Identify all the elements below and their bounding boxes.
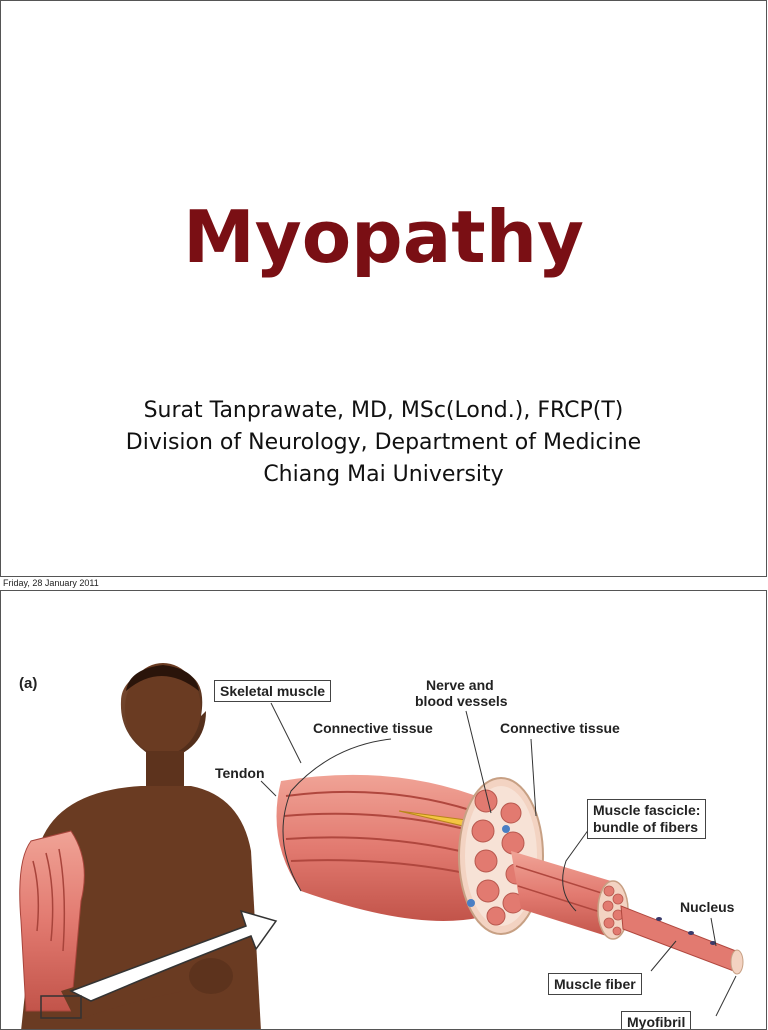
- muscle-fiber: [621, 906, 743, 974]
- anatomy-slide: [0, 590, 767, 1030]
- label-muscle-fascicle-line1: Muscle fascicle:: [593, 802, 701, 818]
- label-connective-tissue-2: Connective tissue: [500, 720, 620, 736]
- muscle-fascicle: [511, 851, 628, 939]
- slide-footer-bar: [0, 577, 768, 590]
- label-blood-vessels: blood vessels: [415, 693, 508, 709]
- author-block: [1, 395, 766, 491]
- footer-date: Friday, 28 January 2011: [3, 578, 99, 588]
- author-name: Surat Tanprawate, MD, MSc(Lond.), FRCP(T): [143, 398, 624, 423]
- label-muscle-fascicle: [587, 799, 706, 839]
- label-muscle-fiber: Muscle fiber: [548, 973, 642, 995]
- panel-label: (a): [19, 675, 38, 692]
- label-myofibril: Myofibril: [621, 1011, 691, 1030]
- label-muscle-fascicle-line2: bundle of fibers: [593, 819, 698, 835]
- muscle-bundle: [277, 775, 544, 934]
- label-nucleus: Nucleus: [680, 899, 735, 915]
- author-university: Chiang Mai University: [263, 462, 504, 487]
- label-connective-tissue-1: Connective tissue: [313, 720, 433, 736]
- label-nerve-and: Nerve and: [426, 677, 494, 693]
- label-tendon: Tendon: [215, 765, 265, 781]
- slide-title: Myopathy: [183, 195, 584, 279]
- label-skeletal-muscle: Skeletal muscle: [214, 680, 331, 702]
- author-division: Division of Neurology, Department of Medicine: [125, 430, 642, 455]
